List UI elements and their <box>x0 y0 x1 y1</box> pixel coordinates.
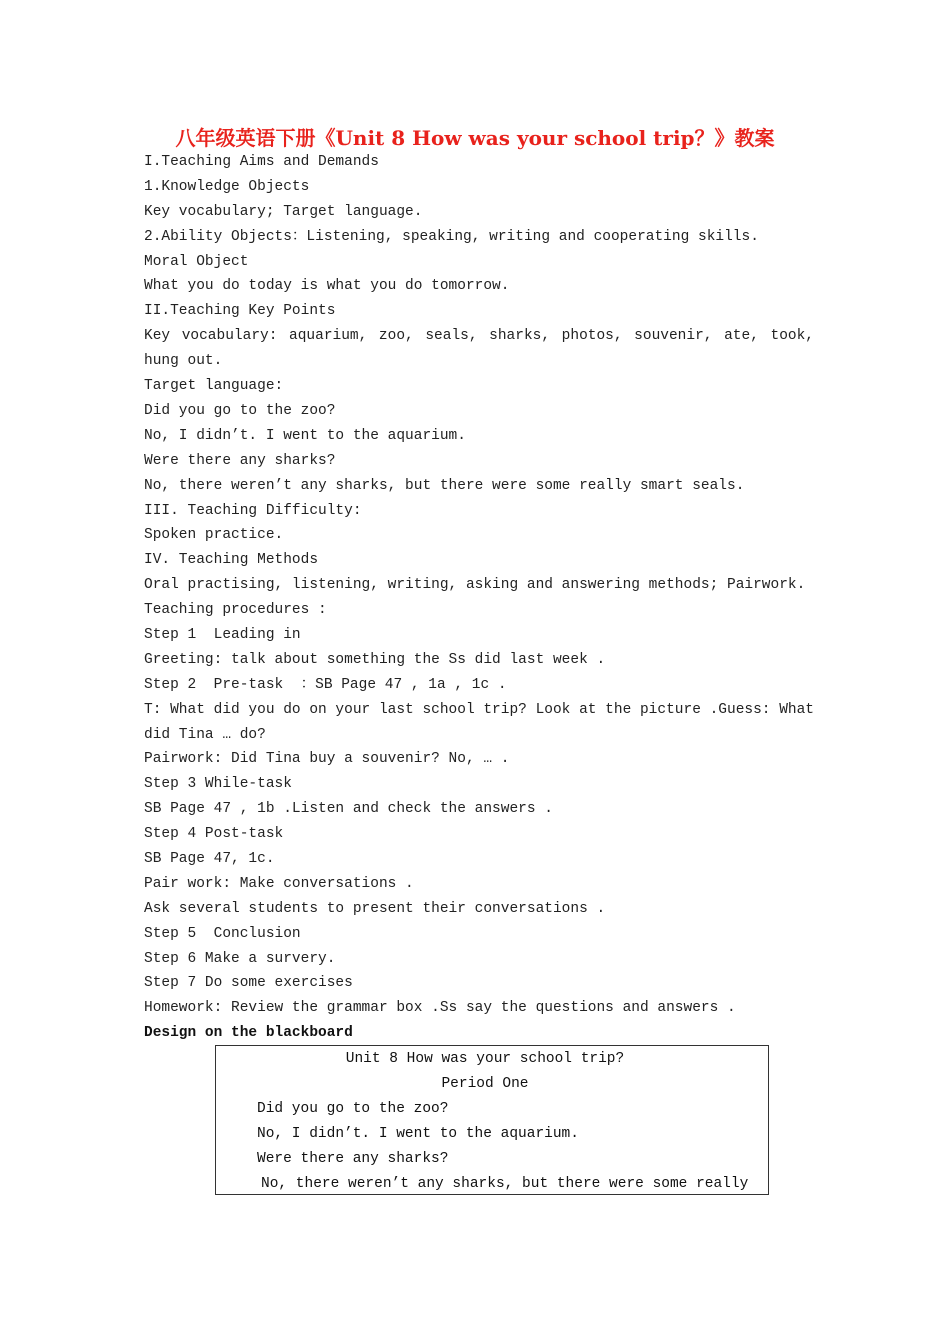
text-line: Target language: <box>144 378 284 395</box>
text-line: Spoken practice. <box>144 527 284 544</box>
text-line: Greeting: talk about something the Ss did last week . <box>144 651 606 668</box>
text-line: No, I didn’t. I went to the aquarium. <box>144 427 466 444</box>
section-heading-methods: IV. Teaching Methods <box>144 552 319 569</box>
text-line: Did you go to the zoo? <box>144 402 336 419</box>
board-title: Unit 8 How was your school trip? <box>345 1051 625 1067</box>
blackboard-heading: Design on the blackboard <box>144 1025 353 1042</box>
step-heading: Step 1 Leading in <box>144 626 301 643</box>
text-line: Pair work: Make conversations . <box>144 875 414 892</box>
step-heading: Step 5 Conclusion <box>144 925 301 942</box>
board-line: No, I didn’t. I went to the aquarium. <box>257 1126 579 1142</box>
text-line: Pairwork: Did Tina buy a souvenir? No, … . <box>144 751 510 768</box>
board-line: No, there weren’t any sharks, but there were some really <box>261 1176 749 1192</box>
subheading-moral: Moral Object <box>144 253 249 270</box>
document-body <box>144 150 814 1046</box>
key-vocabulary-paragraph: Key vocabulary: aquarium, zoo, seals, sharks, photos, souvenir, ate, took, hung out. <box>144 328 814 370</box>
document-title: 八年级英语下册《Unit 8 How was your school trip？》教案 <box>175 126 775 150</box>
step-heading: Step 4 Post-task <box>144 826 284 843</box>
blackboard-design-box <box>215 1045 769 1195</box>
text-line: Ask several students to present their conversations . <box>144 900 606 917</box>
teacher-prompt-paragraph: T: What did you do on your last school trip? Look at the picture .Guess: What did Tina … do? <box>144 701 815 743</box>
text-line: Oral practising, listening, writing, asking and answering methods; Pairwork. <box>144 577 806 594</box>
step-heading: Step 6 Make a survery. <box>144 950 336 967</box>
step-heading: Step 3 While-task <box>144 776 292 793</box>
section-heading-aims: I.Teaching Aims and Demands <box>144 154 379 170</box>
homework-line: Homework: Review the grammar box .Ss say the questions and answers . <box>144 1000 736 1017</box>
text-line: Key vocabulary; Target language. <box>144 203 423 220</box>
board-line: Were there any sharks? <box>257 1151 449 1167</box>
text-line: SB Page 47, 1c. <box>144 851 275 867</box>
text-line: What you do today is what you do tomorrow. <box>144 278 510 295</box>
section-heading-key-points: II.Teaching Key Points <box>144 303 336 320</box>
text-line: No, there weren’t any sharks, but there were some really smart seals. <box>144 477 745 494</box>
step-heading: Step 2 Pre-task ：SB Page 47 , 1a , 1c . <box>144 676 507 693</box>
board-subtitle: Period One <box>441 1076 529 1092</box>
text-line: SB Page 47 , 1b .Listen and check the answers . <box>144 801 553 818</box>
board-line: Did you go to the zoo? <box>257 1101 449 1117</box>
subheading-knowledge: 1.Knowledge Objects <box>144 178 310 195</box>
text-line: Were there any sharks? <box>144 452 336 469</box>
step-heading: Step 7 Do some exercises <box>144 975 353 992</box>
procedures-heading: Teaching procedures : <box>144 602 327 619</box>
subheading-ability: 2.Ability Objects：Listening, speaking, writing and cooperating skills. <box>144 228 759 245</box>
section-heading-difficulty: III. Teaching Difficulty: <box>144 502 362 519</box>
